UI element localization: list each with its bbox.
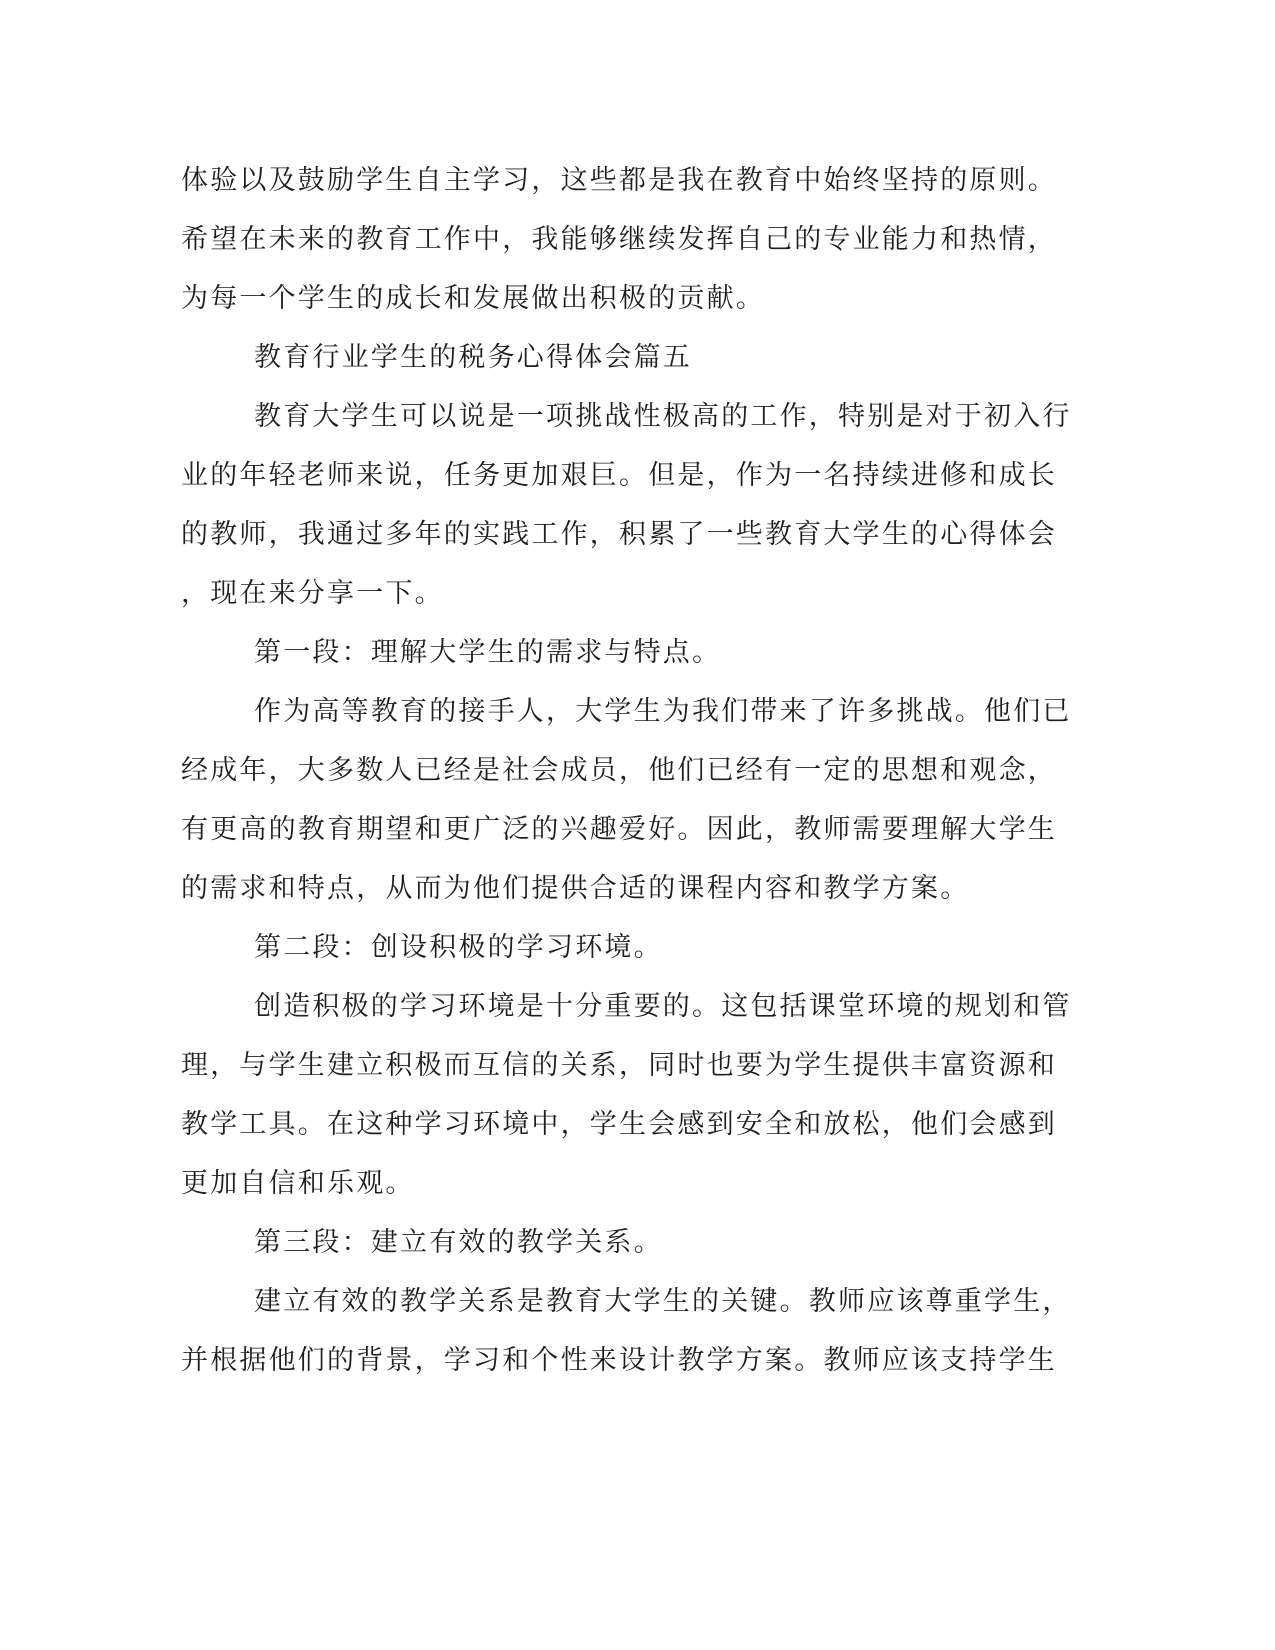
paragraph-heading: 第三段：建立有效的教学关系。 [254,1227,663,1258]
text-line: 为每一个学生的成长和发展做出积极的贡献。 [181,283,765,314]
text-line: 建立有效的教学关系是教育大学生的关键。教师应该尊重学生， [254,1286,1072,1317]
text-line: 并根据他们的背景，学习和个性来设计教学方案。教师应该支持学生 [181,1345,1057,1376]
text-line: 有更高的教育期望和更广泛的兴趣爱好。因此，教师需要理解大学生 [181,814,1057,845]
text-line: 理，与学生建立积极而互信的关系，同时也要为学生提供丰富资源和 [181,1050,1057,1081]
text-line: 希望在未来的教育工作中，我能够继续发挥自己的专业能力和热情， [181,224,1057,255]
text-line: 的教师，我通过多年的实践工作，积累了一些教育大学生的心得体会 [181,519,1057,550]
text-line: 更加自信和乐观。 [181,1168,415,1199]
text-line: 的需求和特点，从而为他们提供合适的课程内容和教学方案。 [181,873,970,904]
text-line: ，现在来分享一下。 [181,578,444,609]
text-line: 教育大学生可以说是一项挑战性极高的工作，特别是对于初入行 [254,401,1072,432]
text-line: 业的年轻老师来说，任务更加艰巨。但是，作为一名持续进修和成长 [181,460,1057,491]
text-line: 体验以及鼓励学生自主学习，这些都是我在教育中始终坚持的原则。 [181,165,1057,196]
paragraph-heading: 第二段：创设积极的学习环境。 [254,932,663,963]
text-line: 教学工具。在这种学习环境中，学生会感到安全和放松，他们会感到 [181,1109,1057,1140]
text-line: 作为高等教育的接手人，大学生为我们带来了许多挑战。他们已 [254,696,1072,727]
section-heading: 教育行业学生的税务心得体会篇五 [254,342,692,373]
text-line: 创造积极的学习环境是十分重要的。这包括课堂环境的规划和管 [254,991,1072,1022]
text-line: 经成年，大多数人已经是社会成员，他们已经有一定的思想和观念， [181,755,1057,786]
paragraph-heading: 第一段：理解大学生的需求与特点。 [254,637,722,668]
